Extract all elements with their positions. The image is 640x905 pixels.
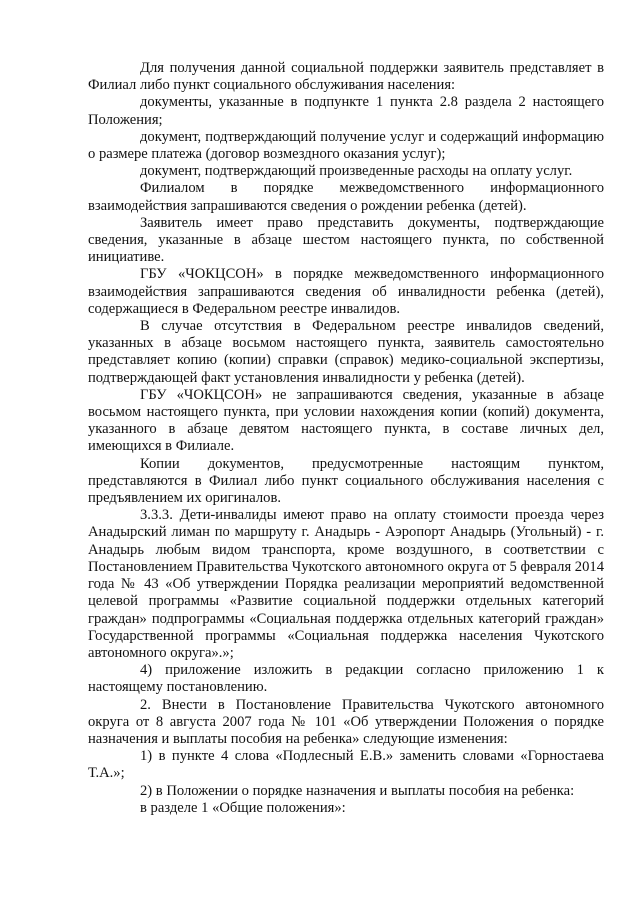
paragraph-absence-in-registry: В случае отсутствия в Федеральном реестре инвалидов сведений, указанных в абзаце восьмом настоящего пункта, заявитель самостоятельно представляет копию (копии) справки (справок) медико-социальной экспертизы, подтверждающей факт установления инвалидности у ребенка (детей). <box>88 318 604 386</box>
paragraph-item-documents: документы, указанные в подпункте 1 пункта 2.8 раздела 2 настоящего Положения; <box>88 94 604 128</box>
paragraph-intro: Для получения данной социальной поддержки заявитель представляет в Филиал либо пункт социального обслуживания населения: <box>88 60 604 94</box>
paragraph-point-2-amendments: 2. Внести в Постановление Правительства Чукотского автономного округа от 8 августа 2007 года № 101 «Об утверждении Положения о порядке назначения и выплаты пособия на ребенка» следующие изменения: <box>88 696 604 747</box>
paragraph-section-3-3-3: 3.3.3. Дети-инвалиды имеют право на оплату стоимости проезда через Анадырский лиман по маршруту г. Анадырь - Аэропорт Анадырь (Угольный) - г. Анадырь любым видом транспорта, кроме воздушного, в соответствии с Постановлением Правительства Чукотского автономного округа от 5 февраля 2014 года № 43 «Об утверждении Порядка реализации мероприятий ведомственной целевой программы «Развитие социальной поддержки отдельных категорий граждан» подпрограммы «Социальная поддержка отдельных категорий граждан» Государственной программы «Социальная поддержка населения Чукотского автономного округа».»; <box>88 507 604 661</box>
paragraph-section-1-general: в разделе 1 «Общие положения»: <box>140 799 346 816</box>
paragraph-copies-with-originals: Копии документов, предусмотренные настоящим пунктом, представляются в Филиал либо пункт социального обслуживания населения с предъявлением их оригиналов. <box>88 455 604 507</box>
paragraph-subitem-1-replace: 1) в пункте 4 слова «Подлесный Е.В.» заменить словами «Горностаева Т.А.»; <box>88 748 604 782</box>
paragraph-birth-info-request: Филиалом в порядке межведомственного информационного взаимодействия запрашиваются сведения о рождении ребенка (детей). <box>88 180 604 214</box>
paragraph-item-services-confirmation: документ, подтверждающий получение услуг и содержащий информацию о размере платежа (договор возмездного оказания услуг); <box>88 128 604 163</box>
paragraph-no-request-condition: ГБУ «ЧОКЦСОН» не запрашиваются сведения, указанные в абзаце восьмом настоящего пункта, при условии нахождения копии (копий) документа, указанного в абзаце девятом настоящего пункта, в составе личных дел, имеющихся в Филиале. <box>88 386 604 455</box>
paragraph-item-expenses-confirmation: документ, подтверждающий произведенные расходы на оплату услуг. <box>140 163 573 180</box>
paragraph-item-4-appendix: 4) приложение изложить в редакции согласно приложению 1 к настоящему постановлению. <box>88 662 604 696</box>
paragraph-subitem-2-regulation: 2) в Положении о порядке назначения и выплаты пособия на ребенка: <box>140 782 575 799</box>
document-page <box>88 60 604 817</box>
paragraph-applicant-right: Заявитель имеет право представить документы, подтверждающие сведения, указанные в абзаце шестом настоящего пункта, по собственной инициативе. <box>88 214 604 266</box>
paragraph-disability-info-request: ГБУ «ЧОКЦСОН» в порядке межведомственного информационного взаимодействия запрашиваются сведения об инвалидности ребенка (детей), содержащиеся в Федеральном реестре инвалидов. <box>88 266 604 317</box>
